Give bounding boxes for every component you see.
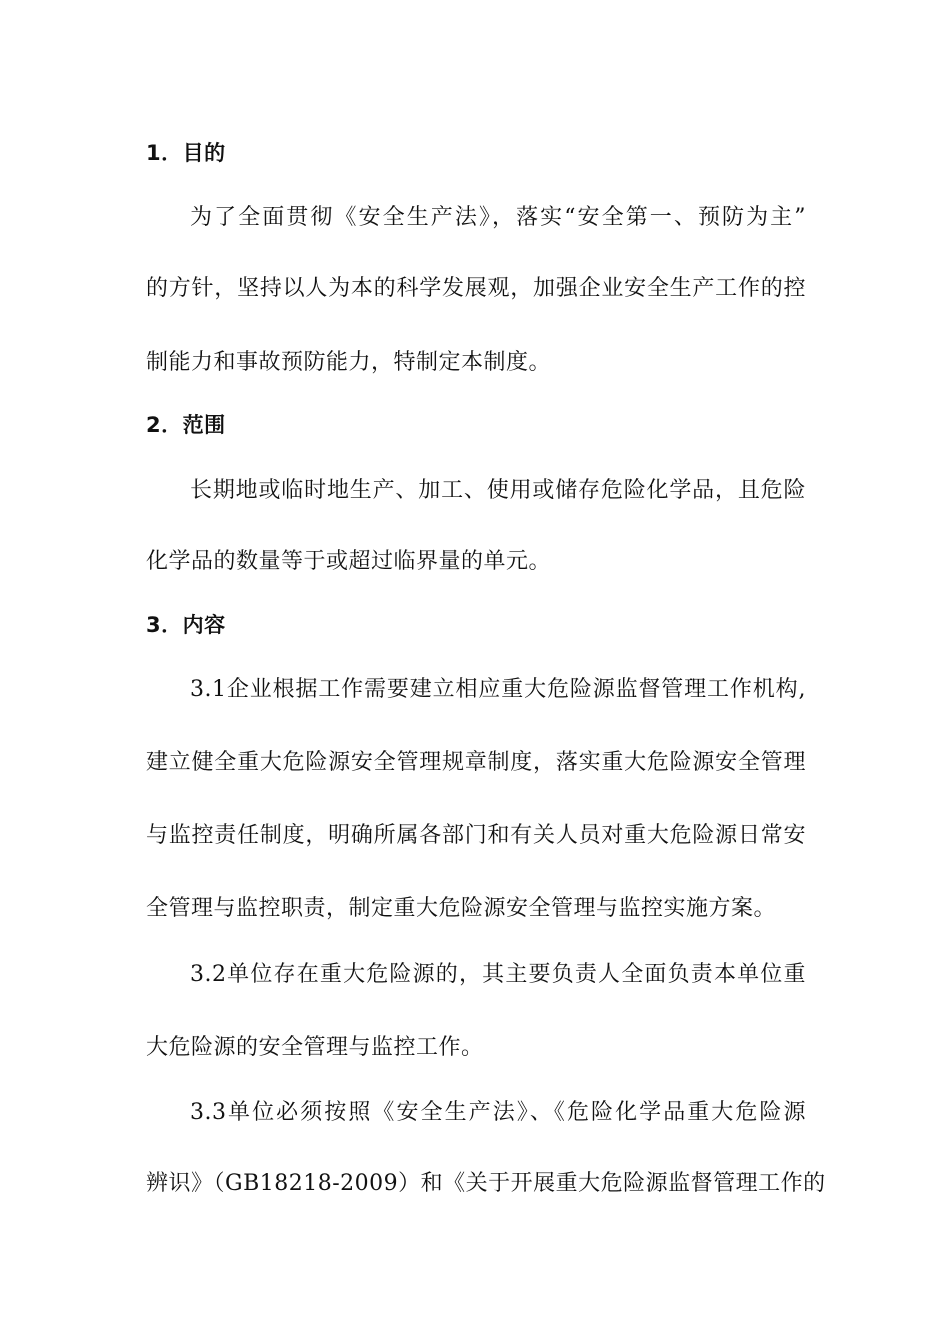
text-line: 长期地或临时地生产、加工、使用或储存危险化学品，且危险 xyxy=(190,478,806,503)
text-line: 化学品的数量等于或超过临界量的单元。 xyxy=(146,549,552,574)
text-line: 的方针，坚持以人为本的科学发展观，加强企业安全生产工作的控 xyxy=(146,276,806,301)
text-line: 3.3单位必须按照《安全生产法》、《危险化学品重大危险源 xyxy=(190,1100,806,1125)
text-line: 为了全面贯彻《安全生产法》，落实“安全第一、预防为主” xyxy=(190,205,806,230)
section-heading-scope: 2．范围 xyxy=(146,413,226,437)
text-line: 与监控责任制度，明确所属各部门和有关人员对重大危险源日常安 xyxy=(146,823,806,848)
text-line: 3.1企业根据工作需要建立相应重大危险源监督管理工作机构, xyxy=(190,677,806,702)
text-line: 3.2单位存在重大危险源的，其主要负责人全面负责本单位重 xyxy=(190,962,806,987)
section-heading-purpose: 1．目的 xyxy=(146,141,226,165)
text-line: 制能力和事故预防能力，特制定本制度。 xyxy=(146,350,552,375)
text-line: 全管理与监控职责，制定重大危险源安全管理与监控实施方案。 xyxy=(146,896,777,921)
text-line: 建立健全重大危险源安全管理规章制度，落实重大危险源安全管理 xyxy=(146,750,806,775)
section-heading-content: 3．内容 xyxy=(146,613,226,637)
text-line: 辨识》（GB18218-2009）和《关于开展重大危险源监督管理工作的 xyxy=(146,1171,826,1196)
text-line: 大危险源的安全管理与监控工作。 xyxy=(146,1035,484,1060)
